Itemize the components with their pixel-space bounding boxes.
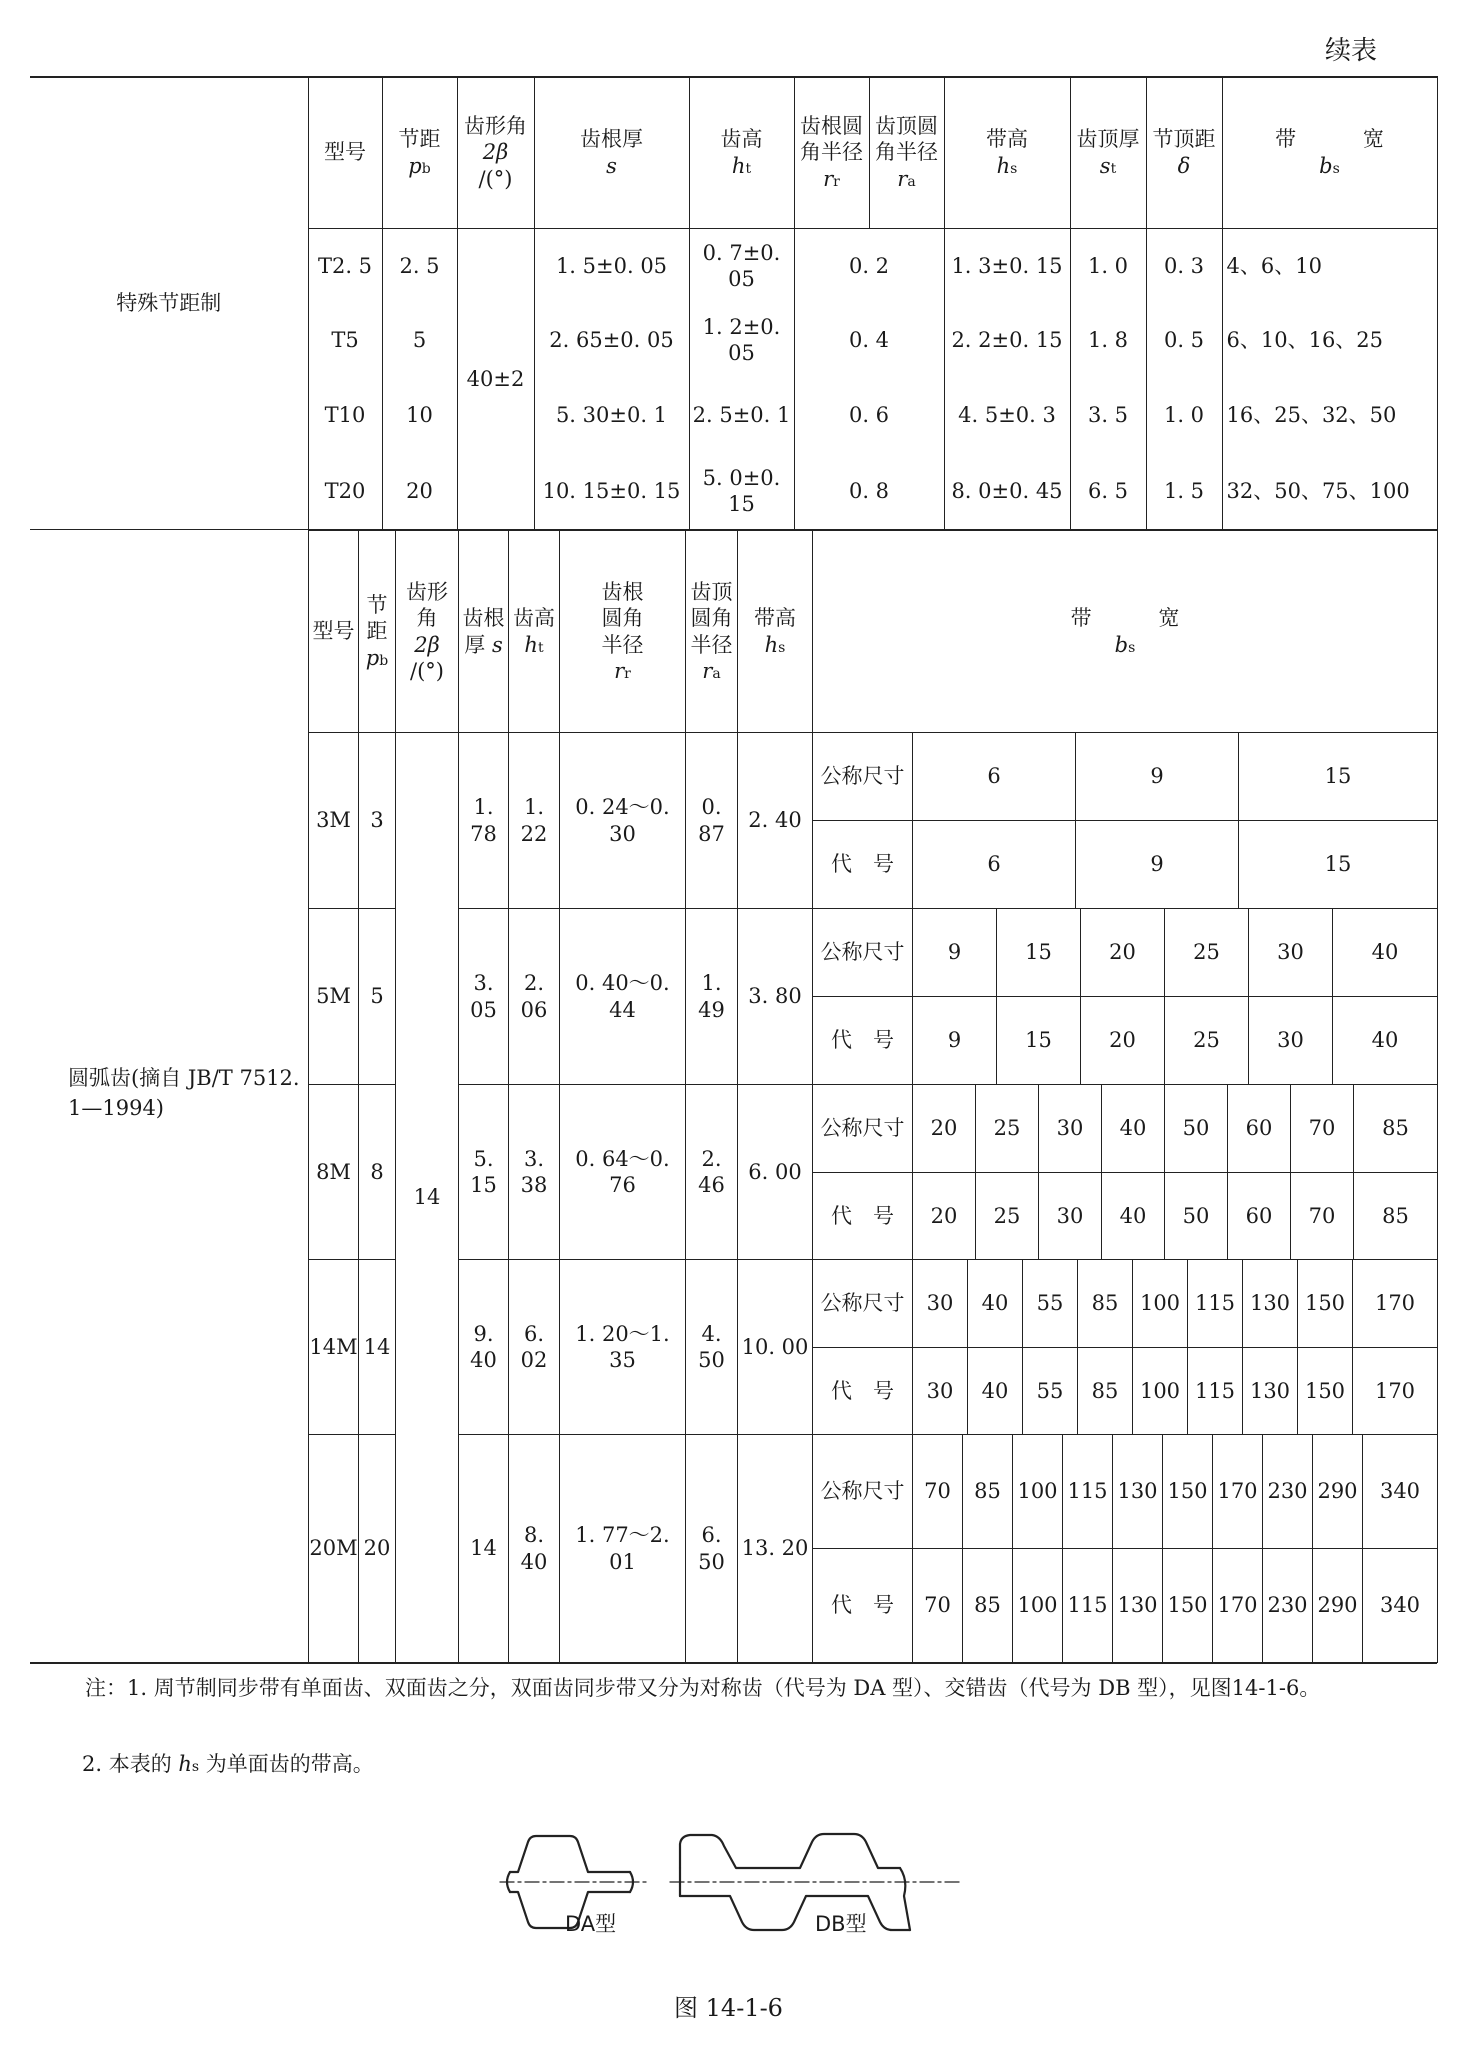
cell-pitch: 10 bbox=[382, 378, 457, 454]
header-root-radius: 齿根 圆角 半径 rr bbox=[560, 531, 686, 733]
width-code: 115 bbox=[1063, 1549, 1113, 1663]
width-code: 6 bbox=[913, 821, 1076, 909]
cell-tooth-height: 1. 2±0. 05 bbox=[689, 303, 794, 378]
width-code: 25 bbox=[976, 1173, 1039, 1260]
cell-pitch: 2. 5 bbox=[382, 229, 457, 303]
cell-angle-merged: 14 bbox=[396, 733, 459, 1663]
cell-model: 5M bbox=[309, 909, 359, 1085]
cell-pitch: 20 bbox=[359, 1435, 396, 1663]
width-value: 6 bbox=[913, 733, 1076, 821]
cell-model: T2. 5 bbox=[308, 229, 382, 303]
width-code: 40 bbox=[1102, 1173, 1165, 1260]
cell-pitch: 3 bbox=[359, 733, 396, 909]
cell-tip-thickness: 6. 5 bbox=[1070, 454, 1146, 530]
width-code: 25 bbox=[1165, 997, 1249, 1085]
cell-tip-radius: 4. 50 bbox=[686, 1260, 738, 1435]
cell-tooth-height: 5. 0±0. 15 bbox=[689, 454, 794, 530]
note-1: 注：1. 周节制同步带有单面齿、双面齿之分，双面齿同步带又分为对称齿（代号为 DA 型）、交错齿（代号为 DB 型），见图14-1-6。 bbox=[85, 1676, 1321, 1700]
width-value: 40 bbox=[968, 1260, 1023, 1348]
table-row bbox=[813, 733, 1438, 821]
cell-pitch: 14 bbox=[359, 1260, 396, 1435]
width-value: 50 bbox=[1165, 1085, 1228, 1173]
width-value: 30 bbox=[1039, 1085, 1102, 1173]
cell-model: T20 bbox=[308, 454, 382, 530]
width-code: 15 bbox=[997, 997, 1081, 1085]
cell-tip-radius: 6. 50 bbox=[686, 1435, 738, 1663]
width-table-3m bbox=[812, 732, 1438, 909]
cell-root-radius: 1. 20～1. 35 bbox=[560, 1260, 686, 1435]
continued-label: 续表 bbox=[1324, 36, 1377, 66]
cell-model: 20M bbox=[309, 1435, 359, 1663]
cell-tip-pitch: 0. 3 bbox=[1146, 229, 1222, 303]
cell-belt-height: 13. 20 bbox=[738, 1435, 813, 1663]
label-nominal: 公称尺寸 bbox=[813, 909, 913, 997]
width-code: 9 bbox=[1076, 821, 1239, 909]
table-arc-params bbox=[308, 732, 813, 1663]
table-row bbox=[309, 1260, 813, 1435]
width-table-14m bbox=[812, 1259, 1438, 1435]
width-code: 230 bbox=[1263, 1549, 1313, 1663]
table-row bbox=[813, 909, 1438, 997]
cell-tip-radius: 2. 46 bbox=[686, 1085, 738, 1260]
cell-root-thickness: 3. 05 bbox=[459, 909, 509, 1085]
width-code: 170 bbox=[1353, 1348, 1438, 1435]
label-code: 代 号 bbox=[813, 1348, 913, 1435]
label-nominal: 公称尺寸 bbox=[813, 1260, 913, 1348]
table-row bbox=[813, 1173, 1438, 1260]
label-code: 代 号 bbox=[813, 1549, 913, 1663]
cell-model: 3M bbox=[309, 733, 359, 909]
note-2: 2. 本表的 hs 为单面齿的带高。 bbox=[82, 1752, 374, 1776]
header-tip-radius: 齿顶圆角半径 ra bbox=[869, 77, 944, 229]
label-code: 代 号 bbox=[813, 997, 913, 1085]
label-nominal: 公称尺寸 bbox=[813, 733, 913, 821]
width-value: 9 bbox=[1076, 733, 1239, 821]
cell-root-thickness: 1. 5±0. 05 bbox=[534, 229, 689, 303]
cell-belt-height: 3. 80 bbox=[738, 909, 813, 1085]
width-code: 15 bbox=[1239, 821, 1438, 909]
width-code: 100 bbox=[1013, 1549, 1063, 1663]
cell-tip-pitch: 1. 0 bbox=[1146, 378, 1222, 454]
cell-model: T10 bbox=[308, 378, 382, 454]
width-code: 9 bbox=[913, 997, 997, 1085]
caption-db: DB型 bbox=[815, 1912, 867, 1936]
cell-radius: 0. 2 bbox=[794, 229, 944, 303]
width-value: 115 bbox=[1063, 1435, 1113, 1549]
table-row bbox=[813, 1348, 1438, 1435]
width-code: 30 bbox=[1249, 997, 1333, 1085]
width-value: 130 bbox=[1243, 1260, 1298, 1348]
width-value: 20 bbox=[1081, 909, 1165, 997]
header-root-thickness: 齿根 厚 s bbox=[459, 531, 509, 733]
belt-profile-figure bbox=[490, 1820, 970, 1940]
header-tip-radius: 齿顶 圆角 半径 ra bbox=[686, 531, 738, 733]
cell-tip-pitch: 1. 5 bbox=[1146, 454, 1222, 530]
cell-tooth-height: 1. 22 bbox=[509, 733, 560, 909]
width-value: 115 bbox=[1188, 1260, 1243, 1348]
width-table-5m bbox=[812, 908, 1438, 1085]
width-code: 60 bbox=[1228, 1173, 1291, 1260]
cell-belt-height: 2. 2±0. 15 bbox=[944, 303, 1070, 378]
width-value: 100 bbox=[1013, 1435, 1063, 1549]
width-value: 55 bbox=[1023, 1260, 1078, 1348]
category-arc-tooth: 圆弧齿(摘自 JB/T 7512. 1—1994) bbox=[68, 1066, 300, 1121]
width-value: 25 bbox=[1165, 909, 1249, 997]
cell-tooth-height: 2. 06 bbox=[509, 909, 560, 1085]
width-code: 70 bbox=[1291, 1173, 1354, 1260]
width-table-8m bbox=[812, 1084, 1438, 1260]
cell-pitch: 8 bbox=[359, 1085, 396, 1260]
width-code: 50 bbox=[1165, 1173, 1228, 1260]
cell-tip-thickness: 3. 5 bbox=[1070, 378, 1146, 454]
width-value: 230 bbox=[1263, 1435, 1313, 1549]
figure-title: 图 14-1-6 bbox=[674, 1994, 783, 2022]
table-row bbox=[813, 997, 1438, 1085]
width-value: 150 bbox=[1163, 1435, 1213, 1549]
label-nominal: 公称尺寸 bbox=[813, 1085, 913, 1173]
cell-tip-radius: 0. 87 bbox=[686, 733, 738, 909]
width-code: 100 bbox=[1133, 1348, 1188, 1435]
category-special-pitch: 特殊节距制 bbox=[30, 77, 308, 530]
cell-pitch: 5 bbox=[382, 303, 457, 378]
header-belt-width: 带 宽 bs bbox=[813, 531, 1438, 733]
width-value: 40 bbox=[1333, 909, 1438, 997]
width-value: 9 bbox=[913, 909, 997, 997]
cell-root-radius: 0. 24～0. 30 bbox=[560, 733, 686, 909]
width-code: 290 bbox=[1313, 1549, 1363, 1663]
table-special-pitch bbox=[30, 76, 1438, 530]
bottom-rule bbox=[30, 1662, 1437, 1664]
table-row bbox=[813, 1260, 1438, 1348]
width-code: 30 bbox=[1039, 1173, 1102, 1260]
header-angle: 齿形角 2β /(°) bbox=[457, 77, 534, 229]
cell-root-thickness: 10. 15±0. 15 bbox=[534, 454, 689, 530]
cell-radius: 0. 6 bbox=[794, 378, 944, 454]
cell-model: 8M bbox=[309, 1085, 359, 1260]
table-row bbox=[813, 821, 1438, 909]
width-code: 40 bbox=[968, 1348, 1023, 1435]
table-row bbox=[309, 1435, 813, 1663]
cell-tip-radius: 1. 49 bbox=[686, 909, 738, 1085]
width-code: 70 bbox=[913, 1549, 963, 1663]
width-value: 25 bbox=[976, 1085, 1039, 1173]
cell-tooth-height: 6. 02 bbox=[509, 1260, 560, 1435]
header-tip-pitch: 节顶距 δ bbox=[1146, 77, 1222, 229]
width-code: 130 bbox=[1113, 1549, 1163, 1663]
width-value: 30 bbox=[913, 1260, 968, 1348]
width-code: 340 bbox=[1363, 1549, 1438, 1663]
cell-belt-height: 1. 3±0. 15 bbox=[944, 229, 1070, 303]
width-value: 340 bbox=[1363, 1435, 1438, 1549]
width-code: 55 bbox=[1023, 1348, 1078, 1435]
width-code: 40 bbox=[1333, 997, 1438, 1085]
cell-tooth-height: 8. 40 bbox=[509, 1435, 560, 1663]
width-code: 170 bbox=[1213, 1549, 1263, 1663]
cell-belt-height: 6. 00 bbox=[738, 1085, 813, 1260]
header-belt-width: 带 宽 bs bbox=[1222, 77, 1437, 229]
table-row bbox=[813, 1549, 1438, 1663]
width-code: 150 bbox=[1163, 1549, 1213, 1663]
width-value: 85 bbox=[1354, 1085, 1438, 1173]
width-value: 170 bbox=[1353, 1260, 1438, 1348]
cell-belt-width: 16、25、32、50 bbox=[1222, 378, 1437, 454]
width-table-20m bbox=[812, 1434, 1438, 1663]
cell-root-thickness: 2. 65±0. 05 bbox=[534, 303, 689, 378]
width-value: 15 bbox=[997, 909, 1081, 997]
width-code: 20 bbox=[1081, 997, 1165, 1085]
header-model: 型号 bbox=[309, 531, 359, 733]
table-row bbox=[309, 1085, 813, 1260]
cell-belt-height: 2. 40 bbox=[738, 733, 813, 909]
table-arc-header bbox=[308, 530, 1438, 733]
cell-root-radius: 0. 64～0. 76 bbox=[560, 1085, 686, 1260]
cell-pitch: 5 bbox=[359, 909, 396, 1085]
width-value: 40 bbox=[1102, 1085, 1165, 1173]
header-belt-height: 带高 hs bbox=[738, 531, 813, 733]
cell-root-thickness: 14 bbox=[459, 1435, 509, 1663]
cell-root-thickness: 5. 30±0. 1 bbox=[534, 378, 689, 454]
width-code: 20 bbox=[913, 1173, 976, 1260]
table-row bbox=[309, 733, 813, 909]
width-code: 30 bbox=[913, 1348, 968, 1435]
label-code: 代 号 bbox=[813, 1173, 913, 1260]
width-value: 60 bbox=[1228, 1085, 1291, 1173]
width-code: 130 bbox=[1243, 1348, 1298, 1435]
header-tooth-height: 齿高 ht bbox=[509, 531, 560, 733]
cell-belt-width: 32、50、75、100 bbox=[1222, 454, 1437, 530]
cell-model: 14M bbox=[309, 1260, 359, 1435]
header-pitch: 节距 pb bbox=[382, 77, 457, 229]
cell-root-thickness: 5. 15 bbox=[459, 1085, 509, 1260]
width-value: 85 bbox=[963, 1435, 1013, 1549]
width-value: 20 bbox=[913, 1085, 976, 1173]
section-divider bbox=[30, 529, 310, 530]
width-code: 85 bbox=[1354, 1173, 1438, 1260]
width-value: 290 bbox=[1313, 1435, 1363, 1549]
cell-tip-thickness: 1. 8 bbox=[1070, 303, 1146, 378]
width-value: 30 bbox=[1249, 909, 1333, 997]
cell-radius: 0. 8 bbox=[794, 454, 944, 530]
cell-belt-width: 4、6、10 bbox=[1222, 229, 1437, 303]
cell-root-thickness: 9. 40 bbox=[459, 1260, 509, 1435]
width-value: 150 bbox=[1298, 1260, 1353, 1348]
header-belt-height: 带高 hs bbox=[944, 77, 1070, 229]
cell-tooth-height: 3. 38 bbox=[509, 1085, 560, 1260]
width-value: 85 bbox=[1078, 1260, 1133, 1348]
cell-root-radius: 1. 77～2. 01 bbox=[560, 1435, 686, 1663]
width-value: 70 bbox=[913, 1435, 963, 1549]
cell-belt-height: 10. 00 bbox=[738, 1260, 813, 1435]
cell-belt-height: 8. 0±0. 45 bbox=[944, 454, 1070, 530]
width-value: 100 bbox=[1133, 1260, 1188, 1348]
header-pitch: 节 距 pb bbox=[359, 531, 396, 733]
header-angle: 齿形 角 2β /(°) bbox=[396, 531, 459, 733]
width-value: 70 bbox=[1291, 1085, 1354, 1173]
cell-tip-pitch: 0. 5 bbox=[1146, 303, 1222, 378]
cell-tip-thickness: 1. 0 bbox=[1070, 229, 1146, 303]
cell-root-thickness: 1. 78 bbox=[459, 733, 509, 909]
table-row bbox=[813, 1085, 1438, 1173]
table-row bbox=[309, 909, 813, 1085]
header-root-radius: 齿根圆角半径 rr bbox=[794, 77, 869, 229]
header-tooth-height: 齿高 ht bbox=[689, 77, 794, 229]
table-row bbox=[813, 1435, 1438, 1549]
header-model: 型号 bbox=[308, 77, 382, 229]
cell-angle-merged: 40±2 bbox=[457, 229, 534, 530]
width-value: 15 bbox=[1239, 733, 1438, 821]
cell-tooth-height: 0. 7±0. 05 bbox=[689, 229, 794, 303]
cell-belt-width: 6、10、16、25 bbox=[1222, 303, 1437, 378]
cell-model: T5 bbox=[308, 303, 382, 378]
caption-da: DA型 bbox=[565, 1912, 617, 1936]
header-root-thickness: 齿根厚 s bbox=[534, 77, 689, 229]
width-value: 170 bbox=[1213, 1435, 1263, 1549]
width-code: 115 bbox=[1188, 1348, 1243, 1435]
cell-pitch: 20 bbox=[382, 454, 457, 530]
width-code: 85 bbox=[1078, 1348, 1133, 1435]
width-value: 130 bbox=[1113, 1435, 1163, 1549]
label-code: 代 号 bbox=[813, 821, 913, 909]
cell-tooth-height: 2. 5±0. 1 bbox=[689, 378, 794, 454]
cell-belt-height: 4. 5±0. 3 bbox=[944, 378, 1070, 454]
label-nominal: 公称尺寸 bbox=[813, 1435, 913, 1549]
width-code: 85 bbox=[963, 1549, 1013, 1663]
width-code: 150 bbox=[1298, 1348, 1353, 1435]
cell-radius: 0. 4 bbox=[794, 303, 944, 378]
header-tip-thickness: 齿顶厚 st bbox=[1070, 77, 1146, 229]
cell-root-radius: 0. 40～0. 44 bbox=[560, 909, 686, 1085]
